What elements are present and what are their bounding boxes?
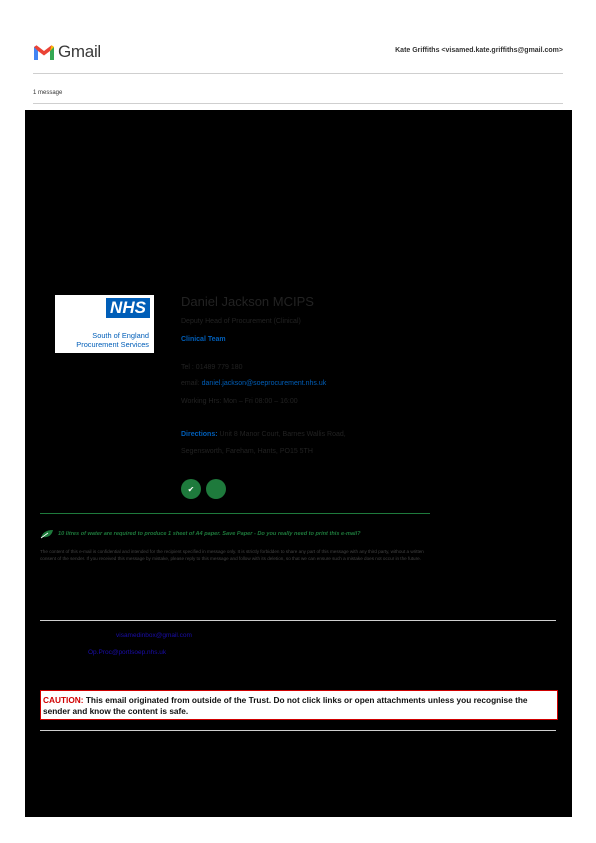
- signature-divider: [40, 513, 430, 514]
- directions-link[interactable]: Directions:: [181, 431, 218, 438]
- email-label: email:: [181, 380, 200, 387]
- eco-note: [40, 529, 361, 539]
- nhs-org-line1: South of England: [92, 331, 149, 340]
- directions-line1: Unit 8 Manor Court, Barnes Wallis Road,: [219, 431, 346, 438]
- hours-value: Mon – Fri 08:00 – 16:00: [223, 398, 298, 405]
- signature-directions-line2: Segensworth, Fareham, Hants, PO15 5TH: [181, 448, 313, 455]
- nhs-logo: [55, 295, 154, 353]
- recipient-address-1[interactable]: visamedinbox@gmail.com: [116, 632, 192, 639]
- caution-banner: [40, 690, 558, 720]
- tel-label: Tel :: [181, 364, 194, 371]
- gmail-wordmark: Gmail: [58, 42, 101, 61]
- message-count: 1 message: [33, 90, 63, 96]
- nhs-org-line2: Procurement Services: [76, 340, 149, 349]
- account-label: Kate Griffiths <visamed.kate.griffiths@gmail.com>: [395, 47, 563, 54]
- eco-text: 10 litres of water are required to produce 1 sheet of A4 paper. Save Paper - Do you really need to print this e-mail?: [58, 531, 361, 537]
- email-link[interactable]: daniel.jackson@soeprocurement.nhs.uk: [201, 380, 327, 387]
- signature-hours: [181, 398, 298, 405]
- gmail-m-icon: [33, 44, 55, 61]
- caution-divider: [40, 730, 556, 731]
- tel-value[interactable]: 01489 779 180: [195, 364, 243, 371]
- signature-job-title: Deputy Head of Procurement (Clinical): [181, 318, 301, 325]
- header-divider: [33, 73, 563, 74]
- nhs-logo-mark: NHS: [106, 298, 150, 318]
- thread-divider: [33, 103, 563, 104]
- confidentiality-disclaimer: The content of this e-mail is confidential and intended for the recipient specified in message only. It is strictly forbidden to share any part of this message with any third party, without a written consent of the sender. If you received this message by mistake, please reply to this message and follow with its deletion, so that we can ensure such a mistake does not occur in the future.: [40, 549, 424, 561]
- signature-team: Clinical Team: [181, 336, 226, 343]
- signature-directions: [181, 431, 346, 438]
- gmail-logo[interactable]: [33, 41, 113, 63]
- social-links: [181, 479, 226, 499]
- signature-tel: [181, 364, 243, 371]
- caution-label: CAUTION:: [43, 695, 84, 705]
- caution-text: This email originated from outside of the Trust. Do not click links or open attachments unless you recognise the sender and know the content is safe.: [43, 695, 528, 716]
- signature-name: Daniel Jackson MCIPS: [181, 294, 314, 309]
- linkedin-icon[interactable]: [206, 479, 226, 499]
- leaf-icon: [40, 529, 54, 539]
- nhs-org-name: [76, 331, 149, 349]
- recipient-address-2[interactable]: Op.Proc@portlsoep.nhs.uk: [88, 649, 167, 656]
- forward-divider: [40, 620, 556, 621]
- hours-label: Working Hrs:: [181, 398, 222, 405]
- signature-email: [181, 380, 326, 387]
- twitter-icon[interactable]: ✔: [181, 479, 201, 499]
